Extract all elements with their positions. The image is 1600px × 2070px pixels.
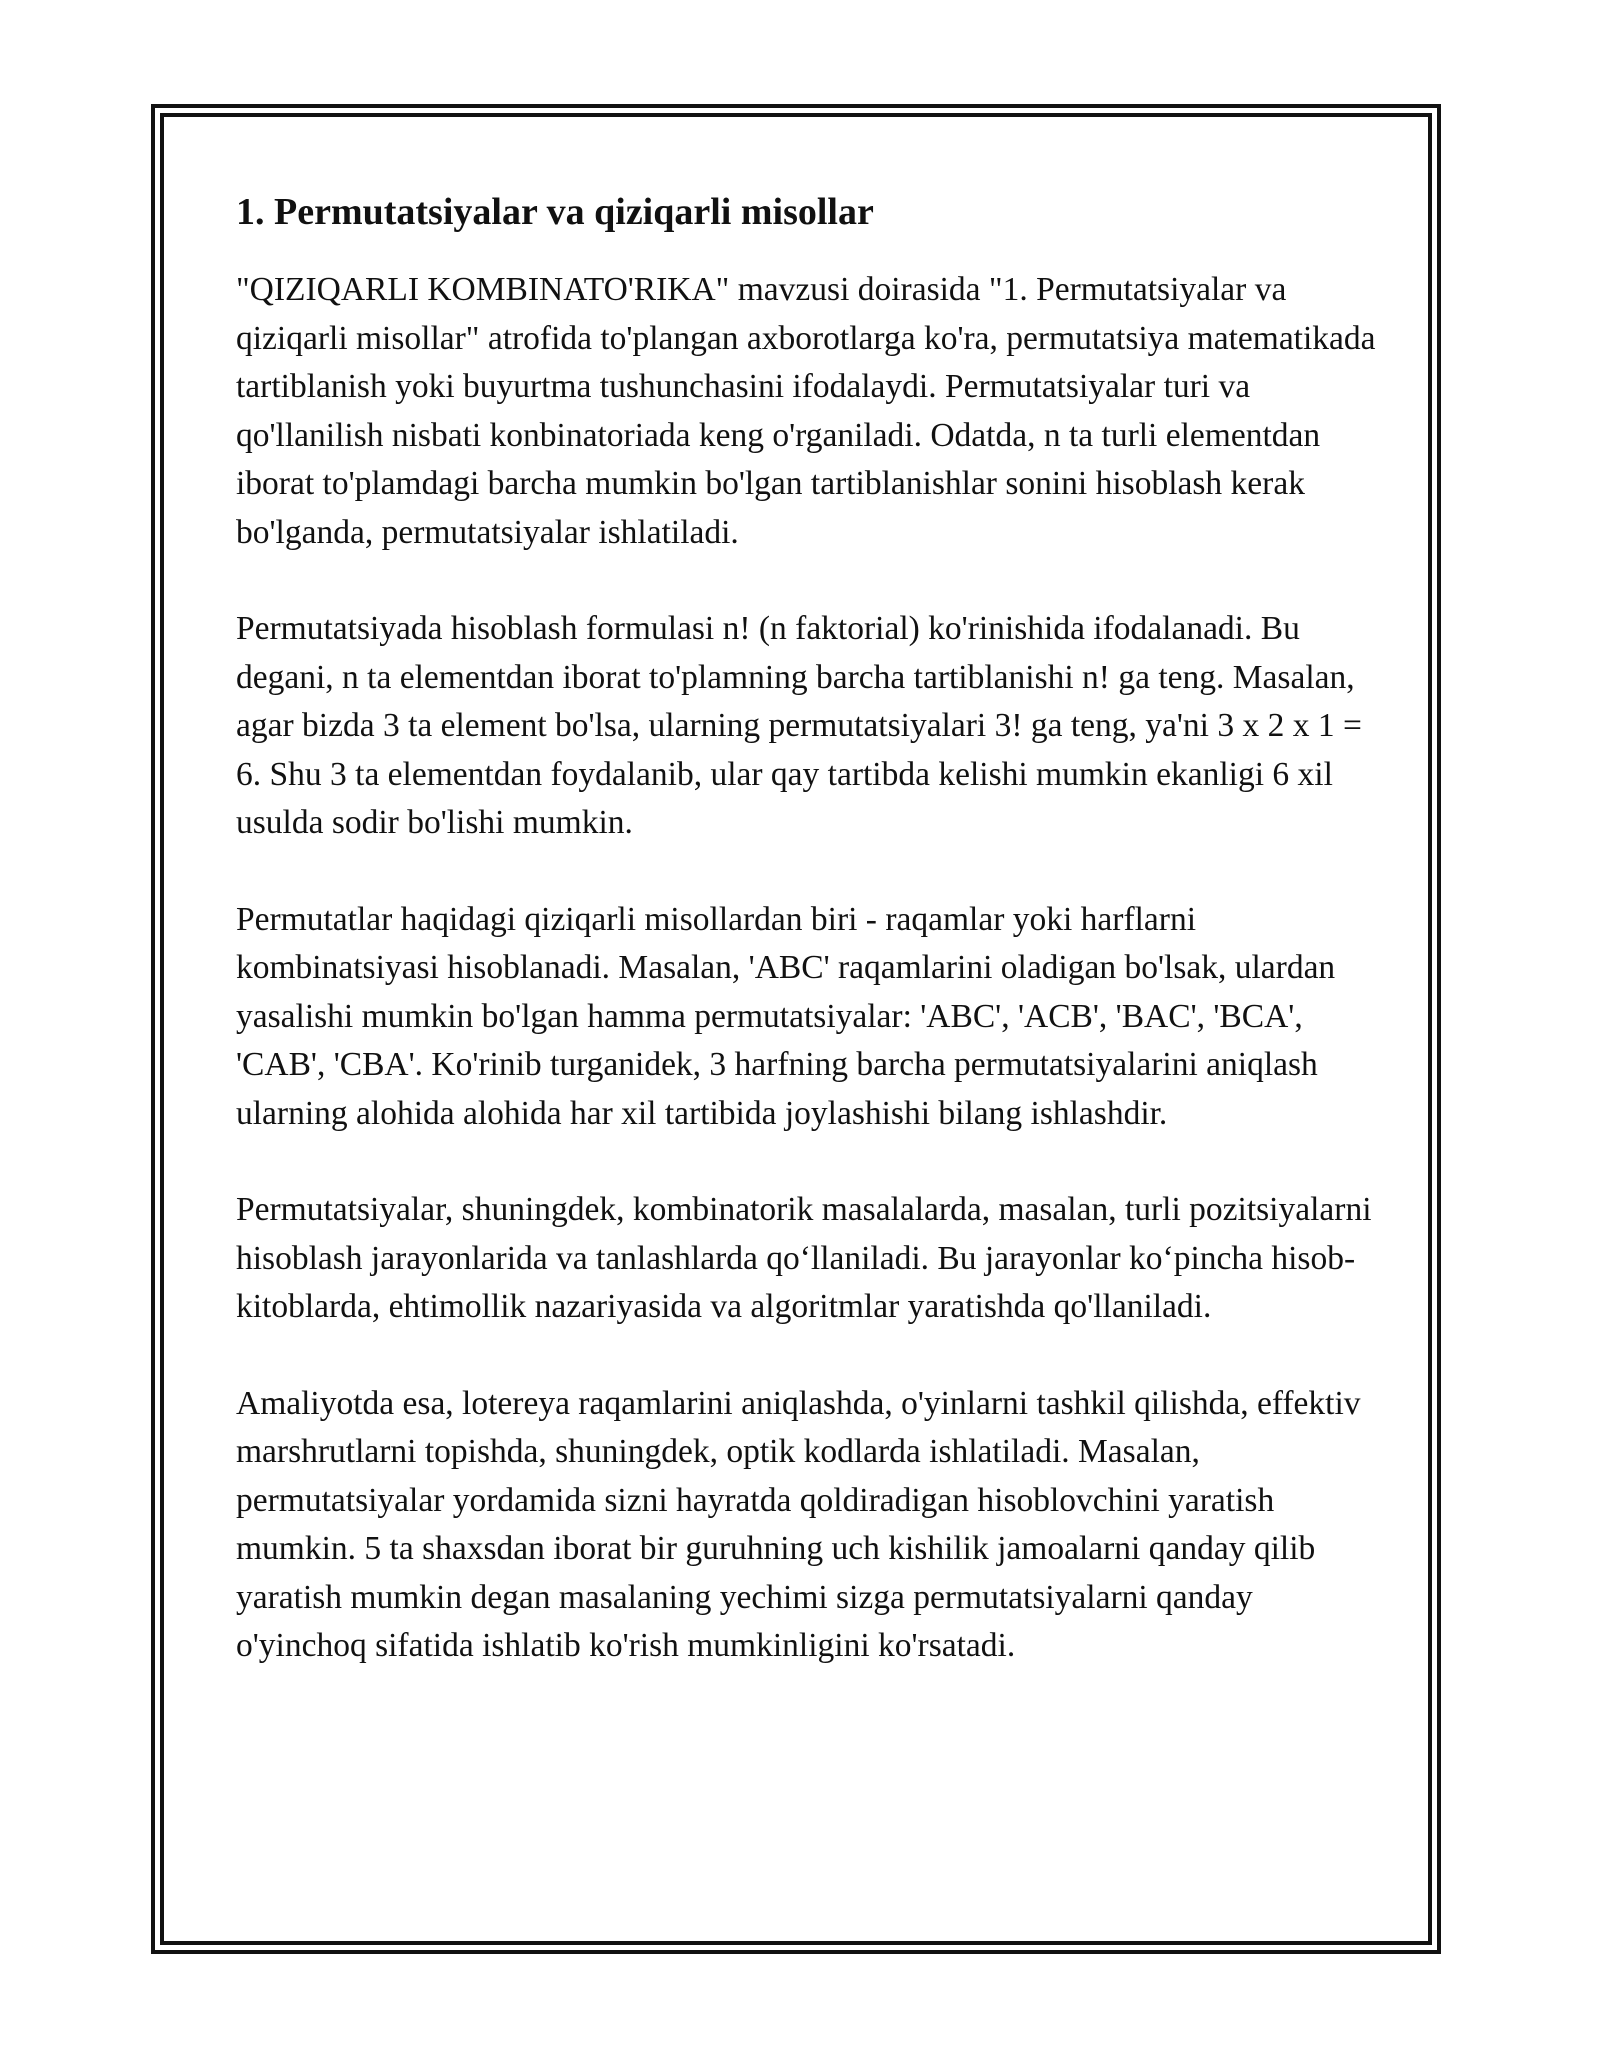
document-body <box>236 186 1376 1719</box>
paragraph-intro: "QIZIQARLI KOMBINATO'RIKA" mavzusi doirasida "1. Permutatsiyalar va qiziqarli misollar" atrofida to'plangan axborotlarga ko'ra, permutatsiya matematikada tartiblanish yoki buyurtma tushunchasini ifodalaydi. Permutatsiyalar turi va qo'llanilish nisbati konbinatoriada keng o'rganiladi. Odatda, n ta turli elementdan iborat to'plamdagi barcha mumkin bo'lgan tartiblanishlar sonini hisoblash kerak bo'lganda, permutatsiyalar ishlatiladi. <box>236 271 1376 551</box>
paragraph-example: Permutatlar haqidagi qiziqarli misollardan biri - raqamlar yoki harflarni kombinatsiyasi hisoblanadi. Masalan, 'ABC' raqamlarini oladigan bo'lsak, ulardan yasalishi mumkin bo'lgan hamma permutatsiyalar: 'ABC', 'ACB', 'BAC', 'BCA', 'CAB', 'CBA'. Ko'rinib turganidek, 3 harfning barcha permutatsiyalarini aniqlash ularning alohida alohida har xil tartibida joylashishi bilang ishlashdir. <box>236 900 1336 1132</box>
section-heading: 1. Permutatsiyalar va qiziqarli misollar <box>236 191 874 233</box>
paragraph-applications: Permutatsiyalar, shuningdek, kombinatorik masalalarda, masalan, turli pozitsiyalarni hisoblash jarayonlarida va tanlashlarda qo‘llaniladi. Bu jarayonlar ko‘pincha hisob-kitoblarda, ehtimollik nazariyasida va algoritmlar yaratishda qo'llaniladi. <box>236 1191 1372 1325</box>
paragraph-formula: Permutatsiyada hisoblash formulasi n! (n faktorial) ko'rinishida ifodalanadi. Bu degani, n ta elementdan iborat to'plamning barcha tartiblanishi n! ga teng. Masalan, agar bizda 3 ta element bo'lsa, ularning permutatsiyalari 3! ga teng, ya'ni 3 x 2 x 1 = 6. Shu 3 ta elementdan foydalanib, ular qay tartibda kelishi mumkin ekanligi 6 xil usulda sodir bo'lishi mumkin. <box>236 610 1362 841</box>
paragraph-practice: Amaliyotda esa, lotereya raqamlarini aniqlashda, o'yinlarni tashkil qilishda, effektiv marshrutlarni topishda, shuningdek, optik kodlarda ishlatiladi. Masalan, permutatsiyalar yordamida sizni hayratda qoldiradigan hisoblovchini yaratish mumkin. 5 ta shaxsdan iborat bir guruhning uch kishilik jamoalarni qanday qilib yaratish mumkin degan masalaning yechimi sizga permutatsiyalarni qanday o'yinchoq sifatida ishlatib ko'rish mumkinligini ko'rsatadi. <box>236 1384 1361 1664</box>
